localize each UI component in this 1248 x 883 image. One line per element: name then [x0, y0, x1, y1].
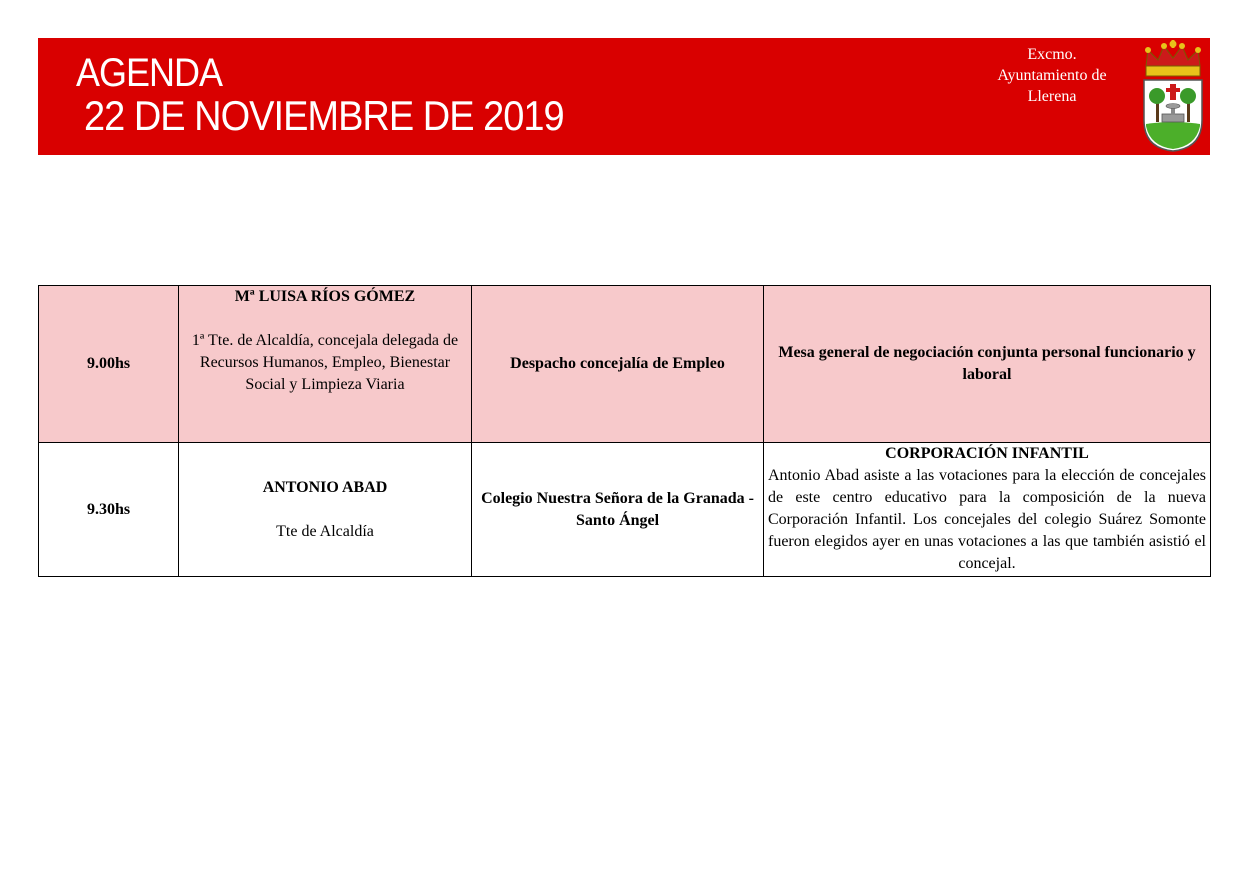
event-location: Colegio Nuestra Señora de la Granada - Santo Ángel [472, 443, 764, 577]
org-line-1: Excmo. [1027, 46, 1077, 63]
event-details-cell [764, 443, 1211, 577]
llerena-coat-of-arms-icon [1140, 40, 1206, 153]
agenda-table [38, 285, 1211, 577]
event-title: CORPORACIÓN INFANTIL [885, 445, 1089, 462]
table-row [39, 286, 1211, 443]
event-role: Tte de Alcaldía [276, 522, 374, 540]
org-line-3: Llerena [1027, 88, 1077, 105]
event-location: Despacho concejalía de Empleo [472, 286, 764, 443]
event-person-cell [179, 286, 472, 443]
event-role: 1ª Tte. de Alcaldía, concejala delegada de Recursos Humanos, Empleo, Bienestar Social y Limpieza Viaria [191, 332, 459, 393]
agenda-title [38, 38, 938, 155]
event-description: Antonio Abad asiste a las votaciones para la elección de concejales de este centro educativo para la composición de la nueva Corporación Infantil. Los concejales del colegio Suárez Somonte fueron elegidos ayer en unas votaciones a las que también asistió el concejal. [768, 467, 1206, 572]
event-time: 9.30hs [39, 443, 179, 577]
event-title: Mesa general de negociación conjunta personal funcionario y laboral [778, 344, 1196, 383]
event-person: ANTONIO ABAD [262, 478, 388, 496]
title-agenda: AGENDA [76, 49, 223, 95]
event-person-cell [179, 443, 472, 577]
title-date: 22 DE NOVIEMBRE DE 2019 [84, 93, 564, 141]
event-time: 9.00hs [39, 286, 179, 443]
org-line-2: Ayuntamiento de [997, 67, 1107, 84]
table-row [39, 443, 1211, 577]
municipality-name [982, 44, 1122, 107]
agenda-header [38, 38, 1210, 155]
event-details-cell [764, 286, 1211, 443]
event-person: Mª LUISA RÍOS GÓMEZ [234, 288, 416, 305]
